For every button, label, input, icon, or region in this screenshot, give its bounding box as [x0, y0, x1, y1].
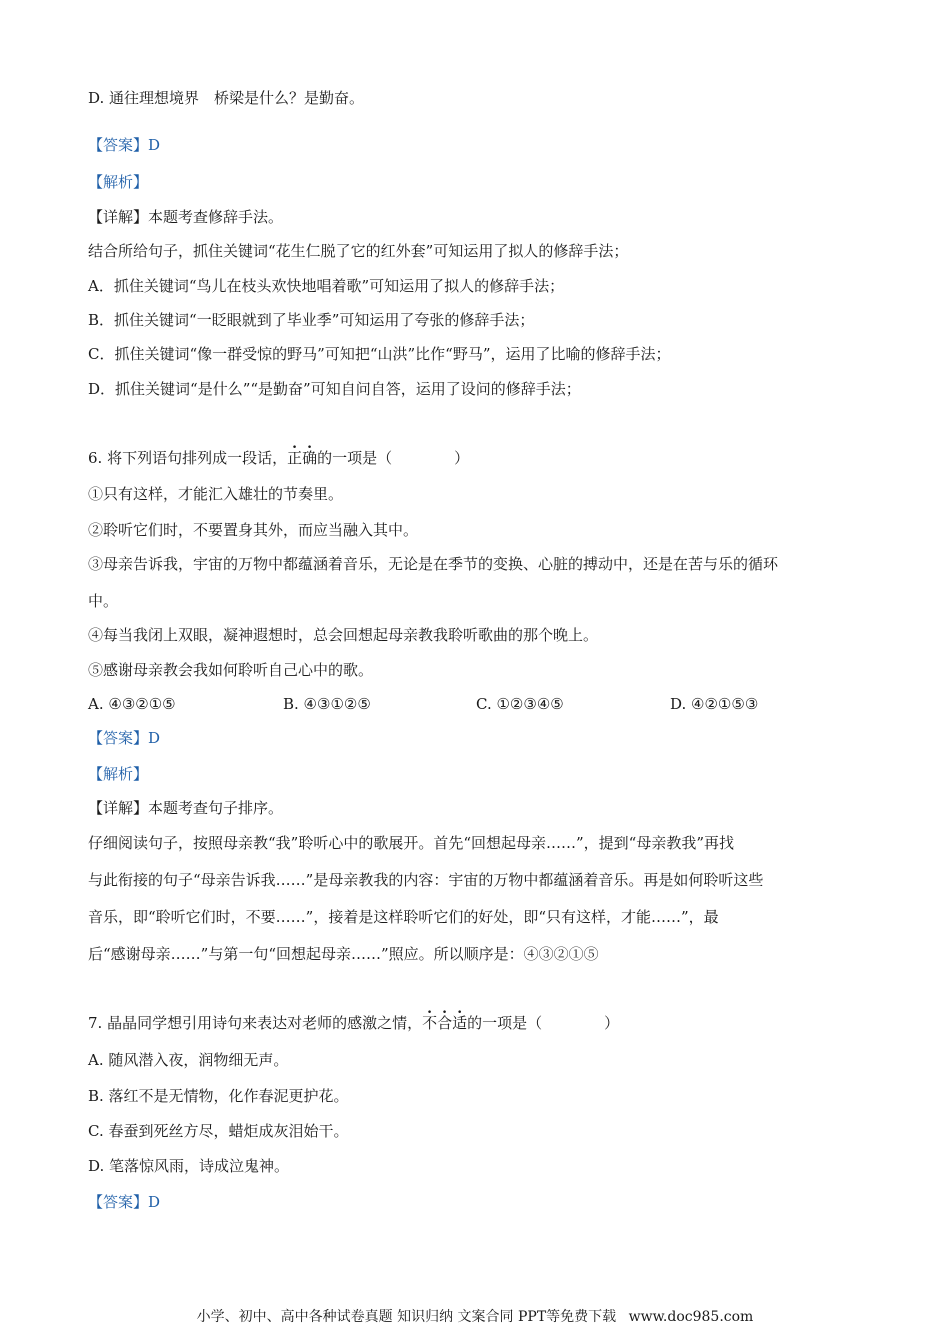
q6-option-c: C. ①②③④⑤: [476, 695, 564, 713]
q5-analysis-line: A．抓住关键词“鸟儿在枝头欢快地唱着歌”可知运用了拟人的修辞手法；: [88, 277, 565, 295]
q6-sentence: ③母亲告诉我，宇宙的万物中都蕴涵着音乐，无论是在季节的变换、心脏的搏动中，还是在苦与乐的循环: [88, 555, 779, 573]
q7-answer: 【答案】D: [88, 1193, 161, 1211]
q7-emphasis-char: 适: [452, 1014, 468, 1032]
q5-analysis-line: D．抓住关键词“是什么”“是勤奋”可知自问自答，运用了设问的修辞手法；: [88, 380, 581, 398]
q6-stem-close: ）: [454, 449, 470, 467]
q7-stem-after: 的一项是（: [467, 1014, 543, 1032]
q6-stem: [88, 448, 469, 468]
q6-analysis-label: 【解析】: [88, 765, 149, 783]
q6-analysis-line: 后“感谢母亲……”与第一句“回想起母亲……”照应。所以顺序是：④③②①⑤: [88, 945, 599, 963]
q7-option-a: A. 随风潜入夜，润物细无声。: [88, 1051, 289, 1069]
page-footer: [0, 1306, 950, 1326]
q6-emphasis-char: 确: [302, 449, 318, 467]
footer-text: 小学、初中、高中各种试卷真题 知识归纳 文案合同 PPT等免费下载: [196, 1309, 617, 1325]
q5-detail: 【详解】本题考查修辞手法。: [88, 208, 284, 226]
q7-emphasis-char: 合: [437, 1014, 453, 1032]
q7-stem: [88, 1013, 619, 1033]
q6-sentence: ①只有这样，才能汇入雄壮的节奏里。: [88, 485, 344, 503]
q6-sentence: 中。: [88, 592, 119, 610]
q7-option-c: C. 春蚕到死丝方尽，蜡炬成灰泪始干。: [88, 1122, 349, 1140]
q6-analysis-line: 仔细阅读句子，按照母亲教“我”聆听心中的歌展开。首先“回想起母亲……”，提到“母亲教我”再找: [88, 834, 735, 852]
q5-analysis-label: 【解析】: [88, 173, 149, 191]
q6-option-a: A. ④③②①⑤: [88, 695, 176, 713]
q6-analysis-line: 音乐，即“聆听它们时，不要……”，接着是这样聆听它们的好处，即“只有这样，才能……”，最: [88, 908, 719, 926]
q6-option-d: D. ④②①⑤③: [670, 695, 759, 713]
q5-analysis-line: 结合所给句子，抓住关键词“花生仁脱了它的红外套”可知运用了拟人的修辞手法；: [88, 242, 629, 260]
q5-option-d: D. 通往理想境界 桥梁是什么？是勤奋。: [88, 89, 365, 107]
q6-sentence: ④每当我闭上双眼，凝神遐想时，总会回想起母亲教我聆听歌曲的那个晚上。: [88, 626, 599, 644]
q7-emphasis-char: 不: [422, 1014, 438, 1032]
q6-sentence: ⑤感谢母亲教会我如何聆听自己心中的歌。: [88, 661, 374, 679]
q6-stem-after: 的一项是（: [317, 449, 393, 467]
q5-answer: 【答案】D: [88, 136, 161, 154]
q6-detail: 【详解】本题考查句子排序。: [88, 799, 284, 817]
q6-answer: 【答案】D: [88, 729, 161, 747]
q6-sentence: ②聆听它们时，不要置身其外，而应当融入其中。: [88, 521, 419, 539]
q7-stem-close: ）: [604, 1014, 620, 1032]
q7-stem-before: 7. 晶晶同学想引用诗句来表达对老师的感激之情，: [88, 1014, 423, 1032]
q6-emphasis-char: 正: [287, 449, 303, 467]
q5-analysis-line: B．抓住关键词“一眨眼就到了毕业季”可知运用了夸张的修辞手法；: [88, 311, 535, 329]
q6-option-b: B. ④③①②⑤: [283, 695, 371, 713]
q5-analysis-line: C．抓住关键词“像一群受惊的野马”可知把“山洪”比作“野马”，运用了比喻的修辞手法；: [88, 345, 671, 363]
q6-analysis-line: 与此衔接的句子“母亲告诉我……”是母亲教我的内容：宇宙的万物中都蕴涵着音乐。再是如何聆听这些: [88, 871, 764, 889]
footer-site-link[interactable]: www.doc985.com: [628, 1309, 754, 1325]
q7-option-b: B. 落红不是无情物，化作春泥更护花。: [88, 1087, 349, 1105]
q7-option-d: D. 笔落惊风雨，诗成泣鬼神。: [88, 1157, 290, 1175]
q6-stem-before: 6. 将下列语句排列成一段话，: [88, 449, 288, 467]
